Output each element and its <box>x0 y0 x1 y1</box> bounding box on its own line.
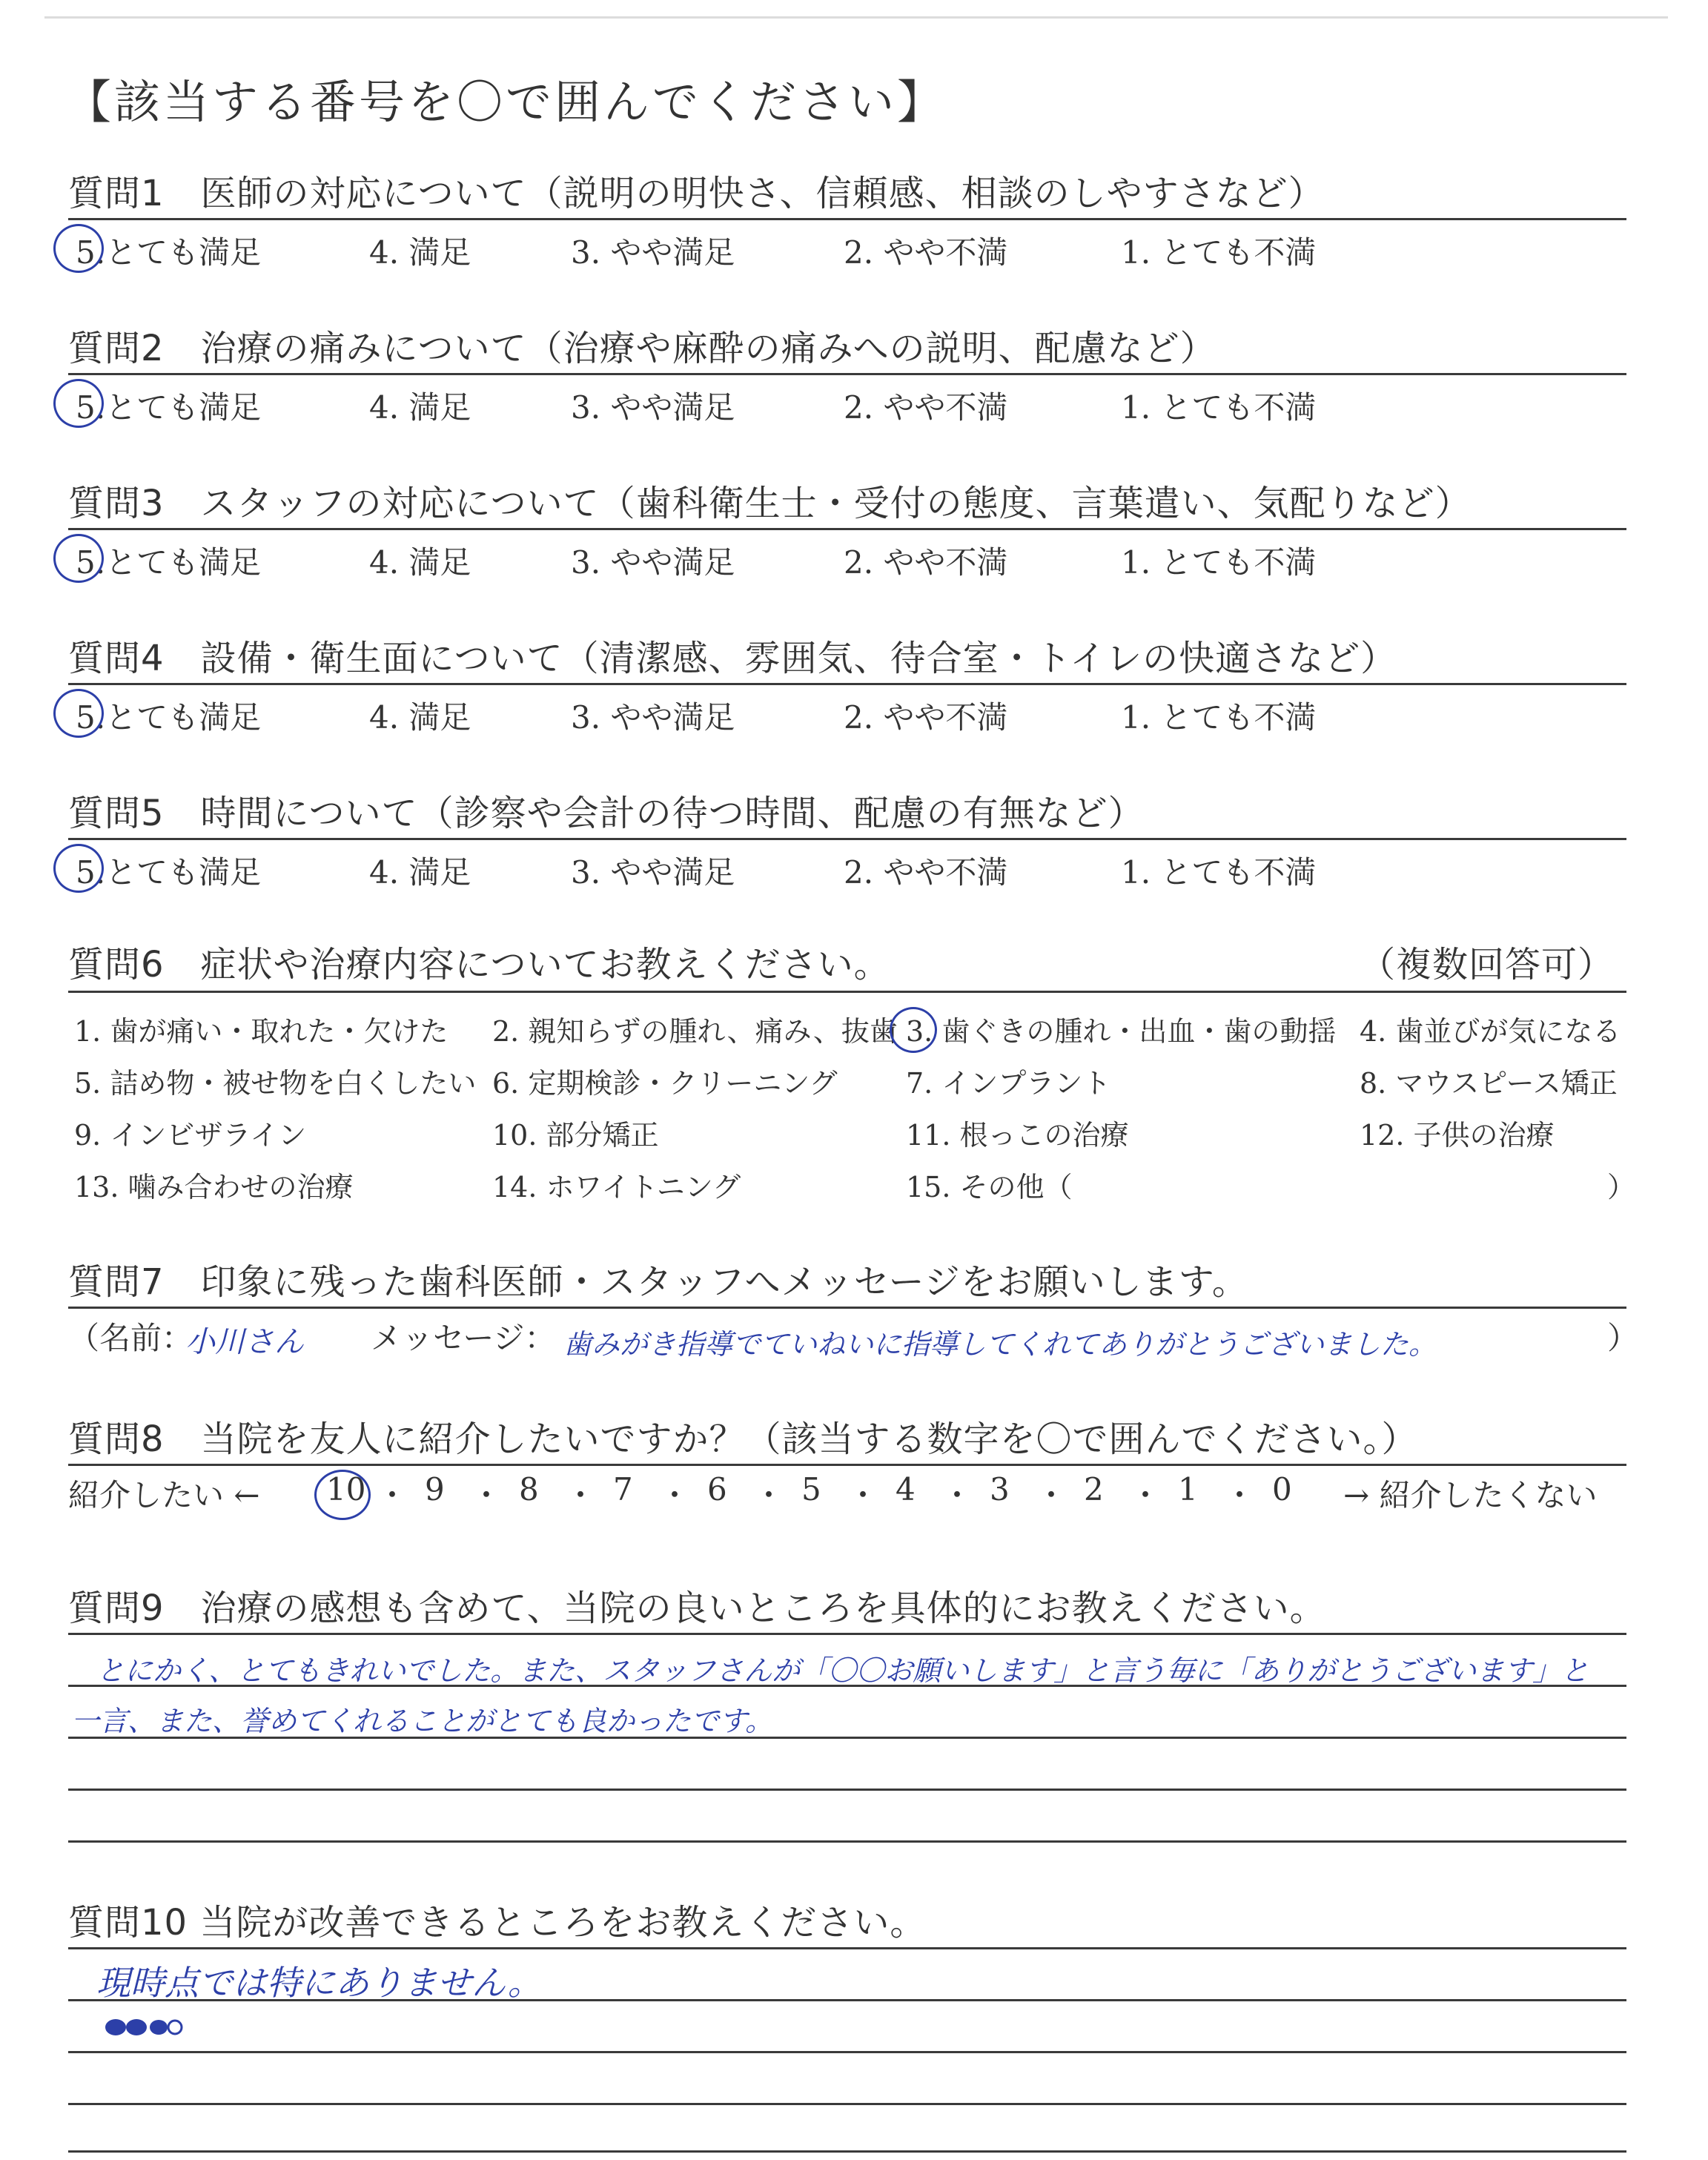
q8-separator-dot: ・ <box>659 1477 691 1513</box>
q5-option-4[interactable]: 4. 満足 <box>369 854 471 891</box>
q5-option-3[interactable]: 3. やや満足 <box>571 854 735 891</box>
q8-separator-dot: ・ <box>565 1477 597 1513</box>
q3-option-5[interactable]: 5.とても満足 <box>76 544 262 581</box>
q8-separator-dot: ・ <box>471 1477 503 1513</box>
q5-option-2[interactable]: 2. やや不満 <box>844 854 1008 891</box>
q8-separator-dot: ・ <box>377 1477 408 1513</box>
q8-number-8[interactable]: 8 <box>519 1471 539 1507</box>
q7-close-paren: ） <box>1607 1320 1639 1356</box>
q1-rule <box>68 218 1626 220</box>
q4-option-2[interactable]: 2. やや不満 <box>844 699 1008 736</box>
q5-option-5[interactable]: 5.とても満足 <box>76 854 262 891</box>
q1-option-1[interactable]: 1. とても不満 <box>1121 234 1317 271</box>
q10-line-2 <box>68 2051 1626 2053</box>
q4-selected-circle <box>53 689 104 738</box>
q6-title: 質問6 症状や治療内容についてお教えください。 <box>68 944 890 985</box>
q8-number-10[interactable]: 10 <box>326 1471 366 1507</box>
q8-title: 質問8 当院を友人に紹介したいですか？（該当する数字を〇で囲んでください。） <box>68 1418 1418 1460</box>
q7-name-value: 小川さん <box>185 1325 304 1359</box>
q10-line-3 <box>68 2103 1626 2105</box>
q8-selected-circle <box>314 1470 371 1520</box>
q8-number-3[interactable]: 3 <box>990 1471 1010 1507</box>
q2-rule <box>68 373 1626 375</box>
q7-rule <box>68 1307 1626 1309</box>
q2-option-1[interactable]: 1. とても不満 <box>1121 389 1317 426</box>
q1-option-5[interactable]: 5.とても満足 <box>76 234 262 271</box>
q8-number-9[interactable]: 9 <box>425 1471 445 1507</box>
q2-option-2[interactable]: 2. やや不満 <box>844 389 1008 426</box>
q8-number-6[interactable]: 6 <box>707 1471 727 1507</box>
q8-separator-dot: ・ <box>1224 1477 1256 1513</box>
q6-option-14[interactable]: 14. ホワイトニング <box>492 1171 741 1203</box>
q3-option-1[interactable]: 1. とても不満 <box>1121 544 1317 581</box>
q9-answer-line-1: とにかく、とてもきれいでした。また、スタッフさんが「〇〇お願いします」と言う毎に「ありがとうございます」と <box>96 1654 1589 1687</box>
q3-option-3[interactable]: 3. やや満足 <box>571 544 735 581</box>
q1-option-2[interactable]: 2. やや不満 <box>844 234 1008 271</box>
q3-rule <box>68 528 1626 530</box>
q9-rule <box>68 1633 1626 1635</box>
q9-line-3 <box>68 1789 1626 1791</box>
q5-selected-circle <box>53 844 104 893</box>
q8-number-0[interactable]: 0 <box>1272 1471 1292 1507</box>
q1-title: 質問1 医師の対応について（説明の明快さ、信頼感、相談のしやすさなど） <box>68 173 1325 214</box>
q2-option-5[interactable]: 5.とても満足 <box>76 389 262 426</box>
q8-number-2[interactable]: 2 <box>1084 1471 1104 1507</box>
q10-rule <box>68 1947 1626 1949</box>
q4-title: 質問4 設備・衛生面について（清潔感、雰囲気、待合室・トイレの快適さなど） <box>68 638 1397 679</box>
q8-number-4[interactable]: 4 <box>896 1471 916 1507</box>
q3-option-4[interactable]: 4. 満足 <box>369 544 471 581</box>
q8-separator-dot: ・ <box>941 1477 973 1513</box>
q2-selected-circle <box>53 379 104 428</box>
q4-option-4[interactable]: 4. 満足 <box>369 699 471 736</box>
q6-option-13[interactable]: 13. 噛み合わせの治療 <box>74 1171 354 1203</box>
q9-line-4 <box>68 1840 1626 1843</box>
q7-message-label: メッセージ： <box>371 1320 556 1356</box>
q6-option-16: ） <box>1607 1171 1636 1203</box>
q3-option-2[interactable]: 2. やや不満 <box>844 544 1008 581</box>
q3-title: 質問3 スタッフの対応について（歯科衛生士・受付の態度、言葉遣い、気配りなど） <box>68 483 1472 524</box>
q6-note: （複数回答可） <box>1360 944 1615 985</box>
q10-answer-line-1: 現時点では特にありません。 <box>96 1963 542 2003</box>
q7-name-label: （名前： <box>68 1320 193 1356</box>
q8-separator-dot: ・ <box>753 1477 785 1513</box>
q6-option-11[interactable]: 11. 根っこの治療 <box>906 1119 1129 1152</box>
q8-separator-dot: ・ <box>847 1477 879 1513</box>
q8-number-1[interactable]: 1 <box>1178 1471 1198 1507</box>
q8-rule <box>68 1464 1626 1466</box>
q9-title: 質問9 治療の感想も含めて、当院の良いところを具体的にお教えください。 <box>68 1588 1326 1629</box>
q6-option-1[interactable]: 1. 歯が痛い・取れた・欠けた <box>74 1015 448 1048</box>
q6-rule <box>68 991 1626 993</box>
q6-selected-circle <box>890 1007 937 1053</box>
q6-option-9[interactable]: 9. インビザライン <box>74 1119 307 1152</box>
q2-option-4[interactable]: 4. 満足 <box>369 389 471 426</box>
q5-rule <box>68 838 1626 840</box>
q4-option-5[interactable]: 5.とても満足 <box>76 699 262 736</box>
q10-title: 質問10 当院が改善できるところをお教えください。 <box>68 1902 927 1943</box>
q5-title: 質問5 時間について（診察や会計の待つ時間、配慮の有無など） <box>68 793 1145 834</box>
q6-option-7[interactable]: 7. インプラント <box>906 1067 1111 1100</box>
q8-number-5[interactable]: 5 <box>801 1471 821 1507</box>
q1-selected-circle <box>53 224 104 273</box>
q8-separator-dot: ・ <box>1036 1477 1068 1513</box>
page-top-edge <box>44 16 1668 19</box>
q10-line-4 <box>68 2150 1626 2153</box>
q6-option-10[interactable]: 10. 部分矯正 <box>492 1119 659 1152</box>
q8-separator-dot: ・ <box>1130 1477 1162 1513</box>
q2-option-3[interactable]: 3. やや満足 <box>571 389 735 426</box>
q6-option-8[interactable]: 8. マウスピース矯正 <box>1360 1067 1618 1100</box>
q5-option-1[interactable]: 1. とても不満 <box>1121 854 1317 891</box>
q3-selected-circle <box>53 534 104 583</box>
q2-title: 質問2 治療の痛みについて（治療や麻酔の痛みへの説明、配慮など） <box>68 328 1217 369</box>
q8-left-label: 紹介したい ← <box>68 1477 260 1513</box>
q7-title: 質問7 印象に残った歯科医師・スタッフへメッセージをお願いします。 <box>68 1261 1248 1303</box>
q1-option-3[interactable]: 3. やや満足 <box>571 234 735 271</box>
q6-option-6[interactable]: 6. 定期検診・クリーニング <box>492 1067 838 1100</box>
q6-option-12[interactable]: 12. 子供の治療 <box>1360 1119 1555 1152</box>
ink-scribble-icon <box>104 2017 184 2038</box>
q1-option-4[interactable]: 4. 満足 <box>369 234 471 271</box>
q6-option-3[interactable]: 3. 歯ぐきの腫れ・出血・歯の動揺 <box>906 1015 1337 1048</box>
q4-rule <box>68 683 1626 685</box>
q6-option-15[interactable]: 15. その他（ <box>906 1171 1073 1203</box>
q6-option-5[interactable]: 5. 詰め物・被せ物を白くしたい <box>74 1067 477 1100</box>
q6-option-2[interactable]: 2. 親知らずの腫れ、痛み、抜歯 <box>492 1015 898 1048</box>
q4-option-1[interactable]: 1. とても不満 <box>1121 699 1317 736</box>
form-header: 【該当する番号を〇で囲んでください】 <box>65 75 947 129</box>
q7-message-value: 歯みがき指導でていねいに指導してくれてありがとうございました。 <box>563 1328 1437 1361</box>
q4-option-3[interactable]: 3. やや満足 <box>571 699 735 736</box>
q9-answer-line-2: 一言、また、誉めてくれることがとても良かったです。 <box>71 1705 773 1737</box>
q8-right-label: → 紹介したくない <box>1343 1477 1598 1513</box>
q6-option-4[interactable]: 4. 歯並びが気になる <box>1360 1015 1621 1048</box>
q8-number-7[interactable]: 7 <box>613 1471 633 1507</box>
